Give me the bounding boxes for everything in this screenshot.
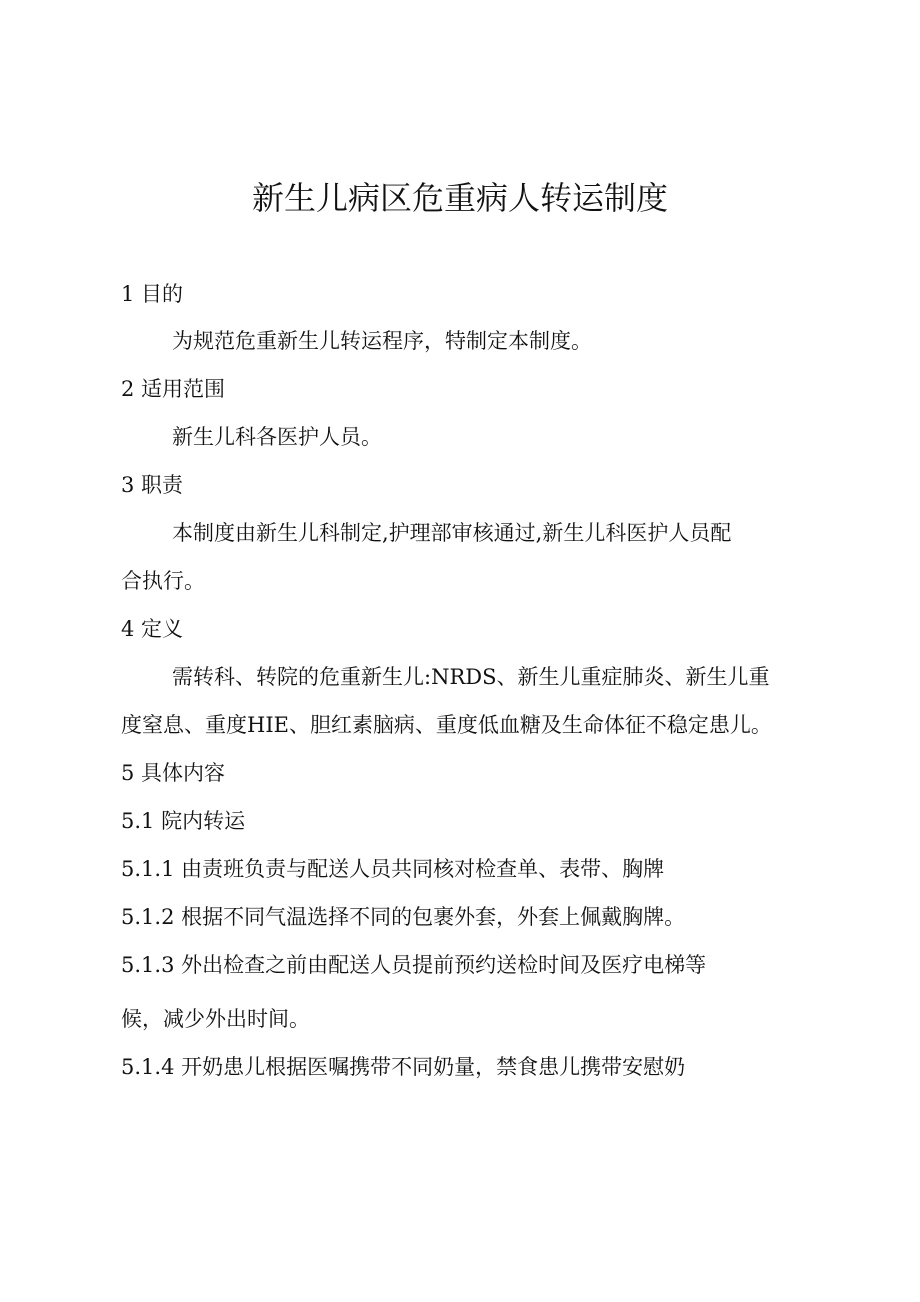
section-body-purpose: 为规范危重新生儿转运程序，特制定本制度。 <box>172 329 592 353</box>
clause-5-1-4: 5.1.4 开奶患儿根据医嘱携带不同奶量，禁食患儿携带安慰奶 <box>121 1055 686 1079</box>
section-body-definition-line-2: 度窒息、重度HIE、胆红素脑病、重度低血糖及生命体征不稳定患儿。 <box>121 713 772 737</box>
section-heading-content: 5 具体内容 <box>121 761 226 785</box>
section-heading-definition: 4 定义 <box>121 617 184 641</box>
clause-5-1-3-line-2: 候，减少外出时间。 <box>121 1007 310 1031</box>
section-heading-responsibility: 3 职责 <box>121 473 184 497</box>
section-body-responsibility-line-2: 合执行。 <box>121 569 205 593</box>
section-heading-scope: 2 适用范围 <box>121 377 226 401</box>
section-body-definition-line-1: 需转科、转院的危重新生儿:NRDS、新生儿重症肺炎、新生儿重 <box>172 665 770 689</box>
subsection-heading-in-hospital-transfer: 5.1 院内转运 <box>121 809 246 833</box>
clause-5-1-2: 5.1.2 根据不同气温选择不同的包裹外套，外套上佩戴胸牌。 <box>121 905 686 929</box>
section-body-scope: 新生儿科各医护人员。 <box>172 425 382 449</box>
section-body-responsibility-line-1: 本制度由新生儿科制定,护理部审核通过,新生儿科医护人员配 <box>172 521 732 545</box>
page-title: 新生儿病区危重病人转运制度 <box>251 179 668 217</box>
section-heading-purpose: 1 目的 <box>121 282 184 306</box>
clause-5-1-1: 5.1.1 由责班负责与配送人员共同核对检查单、表带、胸牌 <box>121 857 665 881</box>
clause-5-1-3-line-1: 5.1.3 外出检查之前由配送人员提前预约送检时间及医疗电梯等 <box>121 953 707 977</box>
